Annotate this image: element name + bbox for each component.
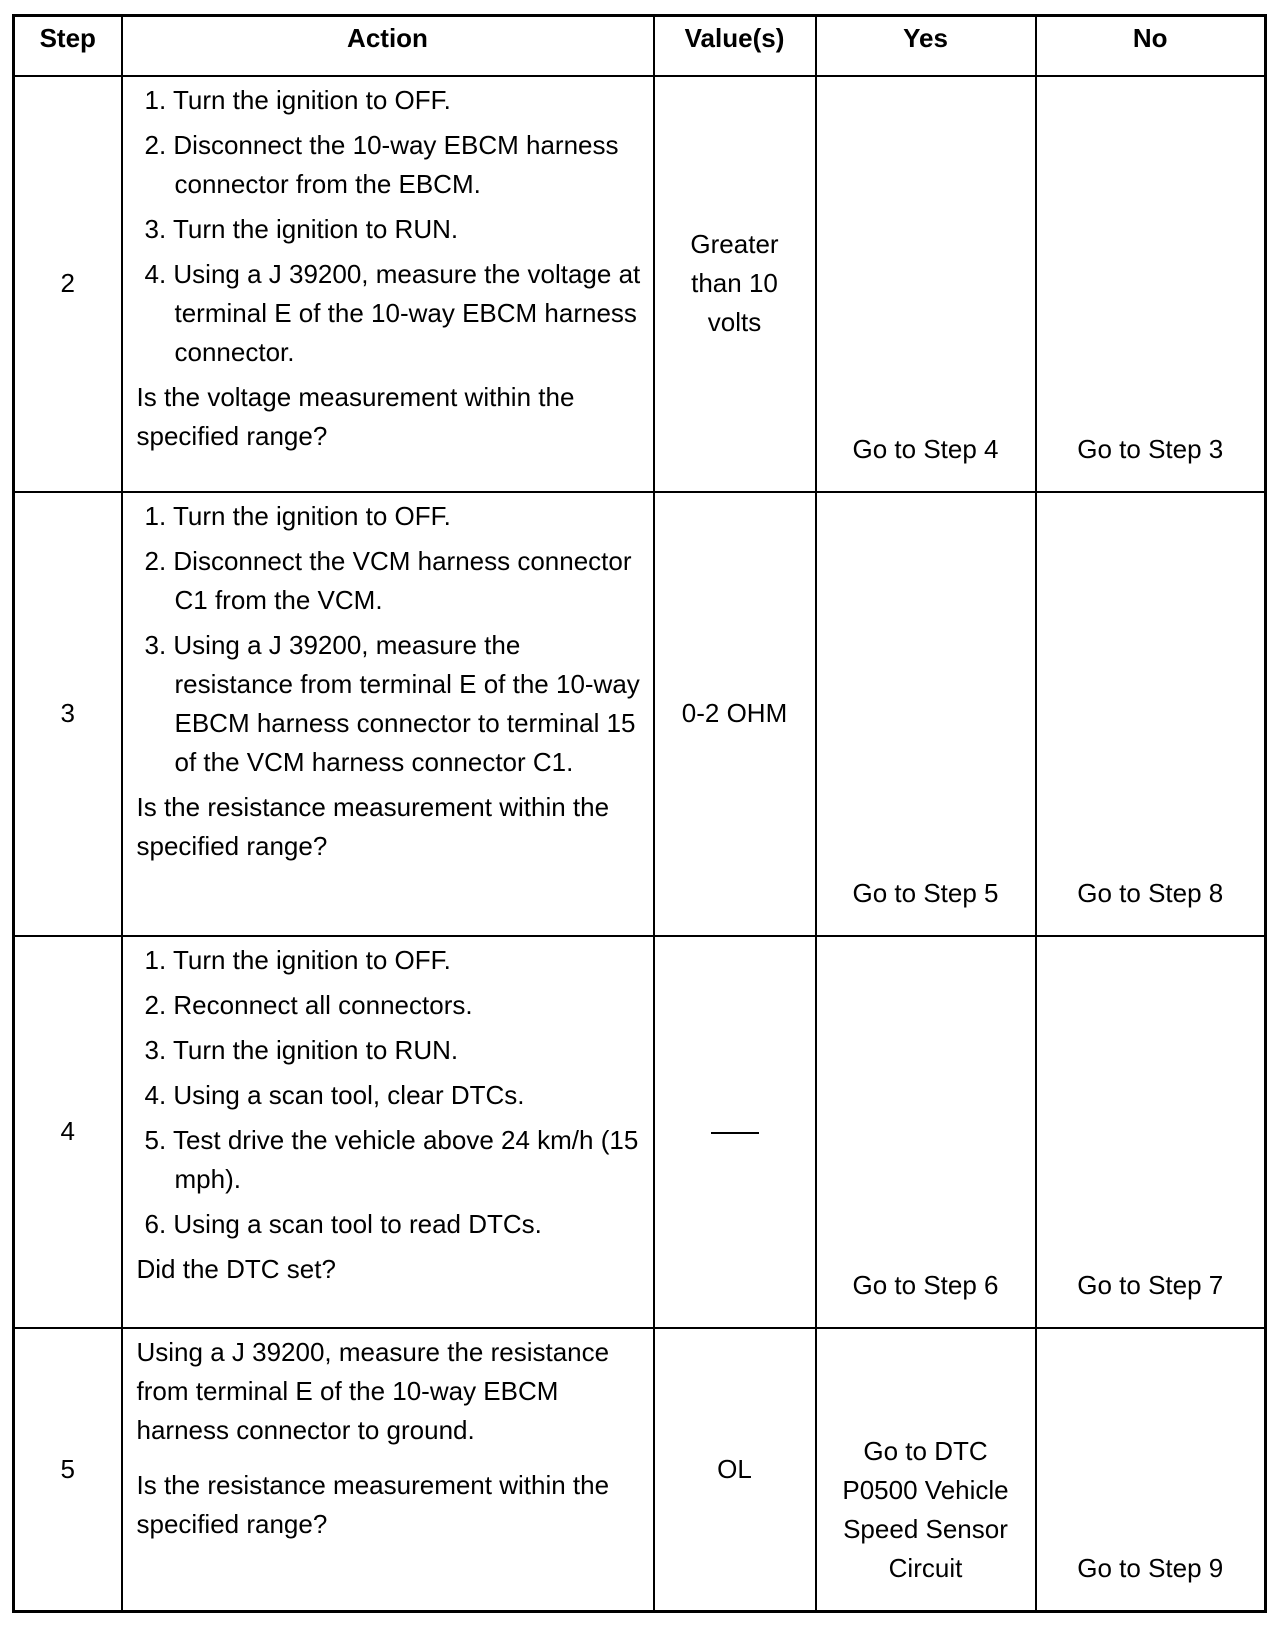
action-item: 4. Using a J 39200, measure the voltage at terminal E of the 10-way EBCM harness connector.	[144, 258, 641, 367]
table-row	[14, 1328, 1266, 1612]
action-item: 3. Turn the ignition to RUN.	[144, 213, 459, 244]
table-row	[14, 76, 1266, 492]
header-action: Action	[122, 16, 654, 76]
dash-placeholder	[711, 1132, 759, 1134]
action-item: 5. Test drive the vehicle above 24 km/h (15 mph).	[144, 1124, 639, 1194]
action-question: Did the DTC set?	[136, 1253, 336, 1284]
diagnostic-table	[12, 14, 1267, 1613]
value-text: Greater than 10 volts	[690, 229, 779, 337]
step-number: 3	[14, 492, 122, 936]
no-cell: Go to Step 3	[1036, 76, 1266, 492]
header-row	[14, 16, 1266, 76]
action-item: 1. Turn the ignition to OFF.	[144, 944, 451, 975]
action-item: 4. Using a scan tool, clear DTCs.	[144, 1079, 525, 1110]
action-item: 3. Using a J 39200, measure the resistance from terminal E of the 10-way EBCM harness connector to terminal 15 of the VCM harness connector C1.	[144, 629, 640, 777]
table-row	[14, 936, 1266, 1328]
no-cell: Go to Step 8	[1036, 492, 1266, 936]
header-no: No	[1036, 16, 1266, 76]
action-item: 1. Turn the ignition to OFF.	[144, 500, 451, 531]
action-item: 6. Using a scan tool to read DTCs.	[144, 1208, 542, 1239]
yes-text: Go to DTC P0500 Vehicle Speed Sensor Circuit	[842, 1436, 1009, 1583]
header-values: Value(s)	[654, 16, 816, 76]
value-cell: 0-2 OHM	[654, 492, 816, 936]
yes-cell: Go to Step 5	[816, 492, 1036, 936]
action-item: 2. Disconnect the VCM harness connector C1 from the VCM.	[144, 545, 632, 615]
action-question: Is the resistance measurement within the specified range?	[136, 791, 610, 861]
table-row	[14, 492, 1266, 936]
yes-cell: Go to Step 6	[816, 936, 1036, 1328]
action-question: Is the voltage measurement within the specified range?	[136, 381, 575, 451]
step-number: 5	[14, 1328, 122, 1612]
action-cell	[122, 1328, 654, 1612]
no-cell: Go to Step 7	[1036, 936, 1266, 1328]
action-text: Using a J 39200, measure the resistance from terminal E of the 10-way EBCM harness connector to ground.	[136, 1336, 610, 1445]
value-cell	[654, 76, 816, 492]
no-cell: Go to Step 9	[1036, 1328, 1266, 1612]
action-cell	[122, 492, 654, 936]
action-cell	[122, 76, 654, 492]
action-question: Is the resistance measurement within the specified range?	[136, 1469, 610, 1539]
action-item: 3. Turn the ignition to RUN.	[144, 1034, 459, 1065]
action-item: 1. Turn the ignition to OFF.	[144, 84, 451, 115]
header-step: Step	[14, 16, 122, 76]
yes-cell: Go to Step 4	[816, 76, 1036, 492]
step-number: 4	[14, 936, 122, 1328]
value-cell: OL	[654, 1328, 816, 1612]
step-number: 2	[14, 76, 122, 492]
header-yes: Yes	[816, 16, 1036, 76]
action-cell	[122, 936, 654, 1328]
action-item: 2. Disconnect the 10-way EBCM harness connector from the EBCM.	[144, 129, 619, 199]
yes-cell	[816, 1328, 1036, 1612]
action-item: 2. Reconnect all connectors.	[144, 989, 473, 1020]
value-cell	[654, 936, 816, 1328]
